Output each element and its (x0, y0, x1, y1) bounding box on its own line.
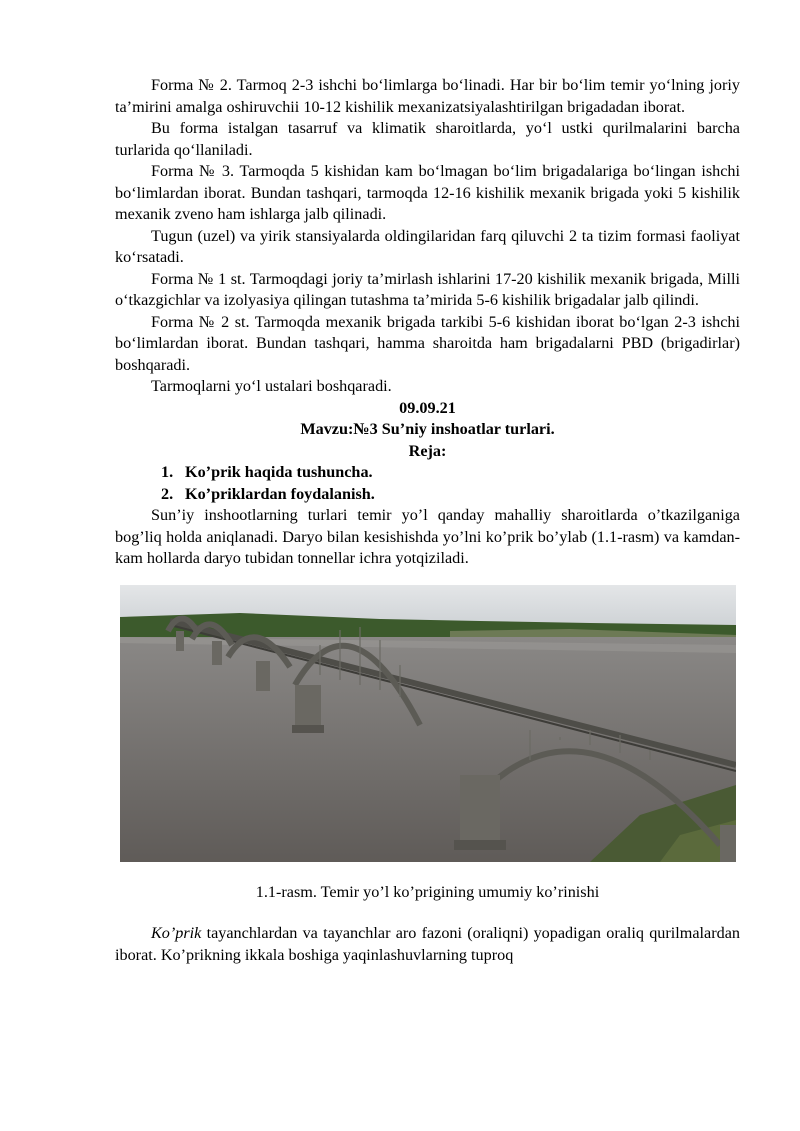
paragraph: Tugun (uzel) va yirik stansiyalarda oldingilaridan farq qiluvchi 2 ta tizim formasi faoliyat ko‘rsatadi. (115, 226, 740, 266)
lesson-date: 09.09.21 (399, 398, 456, 417)
topic-title: Mavzu:№3 Su’niy inshoatlar turlari. (300, 420, 555, 438)
paragraph: Bu forma istalgan tasarruf va klimatik sharoitlarda, yo‘l ustki qurilmalarini barcha turlarida qo‘llaniladi. (115, 119, 740, 159)
italic-term: Ko’prik (151, 924, 202, 942)
list-item-number: 1. (161, 463, 174, 481)
figure-caption: 1.1-rasm. Temir yo’l ko’prigining umumiy ko’rinishi (255, 882, 600, 901)
definition-text: tayanchlardan va tayanchlar aro fazoni (oraliqni) yopadigan oraliq qurilmalardan iborat. Ko’prikning ikkala boshiga yaqinlashuvlarning tuproq (115, 924, 740, 964)
plan-list (115, 462, 740, 505)
paragraph: Forma № 2. Tarmoq 2-3 ishchi bo‘limlarga bo‘linadi. Har bir bo‘lim temir yo‘lning joriy ta’mirini amalga oshiruvchii 10-12 kishilik mexanizatsiyalashtirilgan brigadadan iborat. (115, 76, 740, 116)
document-page (115, 75, 740, 966)
list-item-text: Ko’prik haqida tushuncha. (185, 463, 373, 481)
intro-paragraph: Sun’iy inshootlarning turlari temir yo’l qanday mahalliy sharoitlarda o’tkazilganiga bog’liq holda aniqlanadi. Daryo bilan kesishishda yo’lni ko’prik bo’ylab (1.1-rasm) va kamdan-kam hollarda daryo tubidan tonnellar ichra yotqiziladi. (115, 506, 740, 567)
bridge-photo (120, 585, 736, 862)
paragraph: Tarmoqlarni yo‘l ustalari boshqaradi. (151, 377, 392, 395)
bridge-illustration (120, 585, 736, 862)
list-item (161, 462, 740, 484)
paragraph: Forma № 2 st. Tarmoqda mexanik brigada tarkibi 5-6 kishidan iborat bo‘lgan 2-3 ishchi bo‘limlardan iborat. Bundan tashqari, hamma sharoitda ham brigadalarni PBD (brigadirlar) boshqaradi. (115, 312, 740, 374)
list-item-text: Ko’priklardan foydalanish. (185, 484, 375, 503)
plan-heading: Reja: (408, 441, 447, 460)
paragraph: Forma № 3. Tarmoqda 5 kishidan kam bo‘lmagan bo‘lim brigadalariga bo‘lingan ishchi bo‘limlardan iborat. Bundan tashqari, tarmoqda 12-16 kishilik mexanik brigada yoki 5 kishilik mexanik zveno ham ishlarga jalb qilinadi. (115, 162, 740, 223)
list-item-number: 2. (161, 484, 174, 503)
paragraph: Forma № 1 st. Tarmoqdagi joriy ta’mirlash ishlarini 17-20 kishilik mexanik brigada, Milli o‘tkazgichlar va izolyasiya qilingan tutashma ta’mirida 5-6 kishilik brigadalar jalb qilindi. (115, 269, 740, 309)
definition-paragraph (115, 923, 740, 966)
list-item (161, 484, 740, 506)
